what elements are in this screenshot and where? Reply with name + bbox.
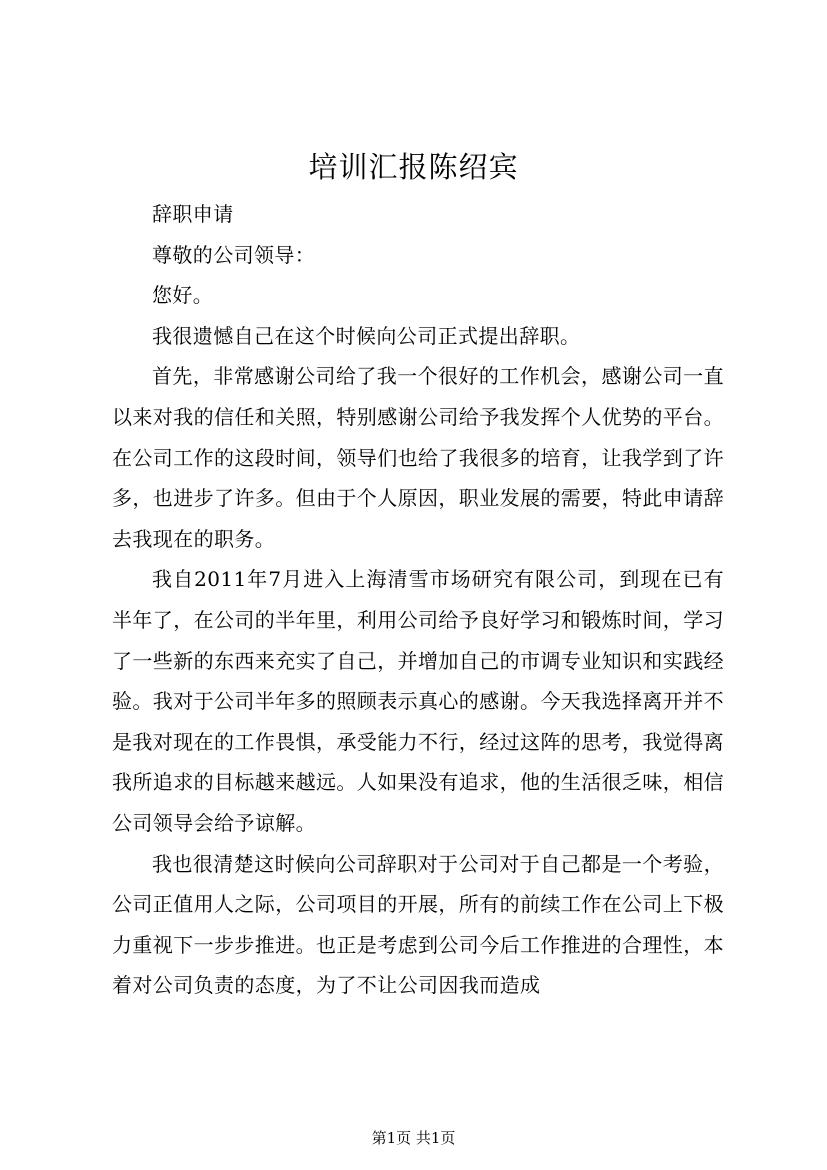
paragraph-consideration: 我也很清楚这时候向公司辞职对于公司对于自己都是一个考验，公司正值用人之际，公司项目的开展，所有的前续工作在公司上下极力重视下一步步推进。也正是考虑到公司今后工作推进的合理性，本着对公司负责的态度，为了不让公司因我而造成 [112,851,724,998]
page-footer: 第1页 共1页 [371,1129,456,1147]
paragraph-intro: 我很遗憾自己在这个时候向公司正式提出辞职。 [152,323,581,348]
paragraph-thanks: 首先，非常感谢公司给了我一个很好的工作机会，感谢公司一直以来对我的信任和关照，特别感谢公司给予我发挥个人优势的平台。在公司工作的这段时间，领导们也给了我很多的培育，让我学到了许多，也进步了许多。但由于个人原因，职业发展的需要，特此申请辞去我现在的职务。 [112,364,724,551]
paragraph-heading: 辞职申请 [152,202,234,226]
paragraph-salutation: 尊敬的公司领导： [152,242,316,267]
paragraph-greeting: 您好。 [152,283,214,308]
paragraph-experience: 我自2011年7月进入上海清雪市场研究有限公司，到现在已有半年了，在公司的半年里，利用公司给予良好学习和锻炼时间，学习了一些新的东西来充实了自己，并增加自己的市调专业知识和实践经验。我对于公司半年多的照顾表示真心的感谢。今天我选择离开并不是我对现在的工作畏惧，承受能力不行，经过这阵的思考，我觉得离我所追求的目标越来越远。人如果没有追求，他的生活很乏味，相信公司领导会给予谅解。 [112,567,724,835]
document-title: 培训汇报陈绍宾 [308,150,519,184]
document-body [112,194,724,1006]
